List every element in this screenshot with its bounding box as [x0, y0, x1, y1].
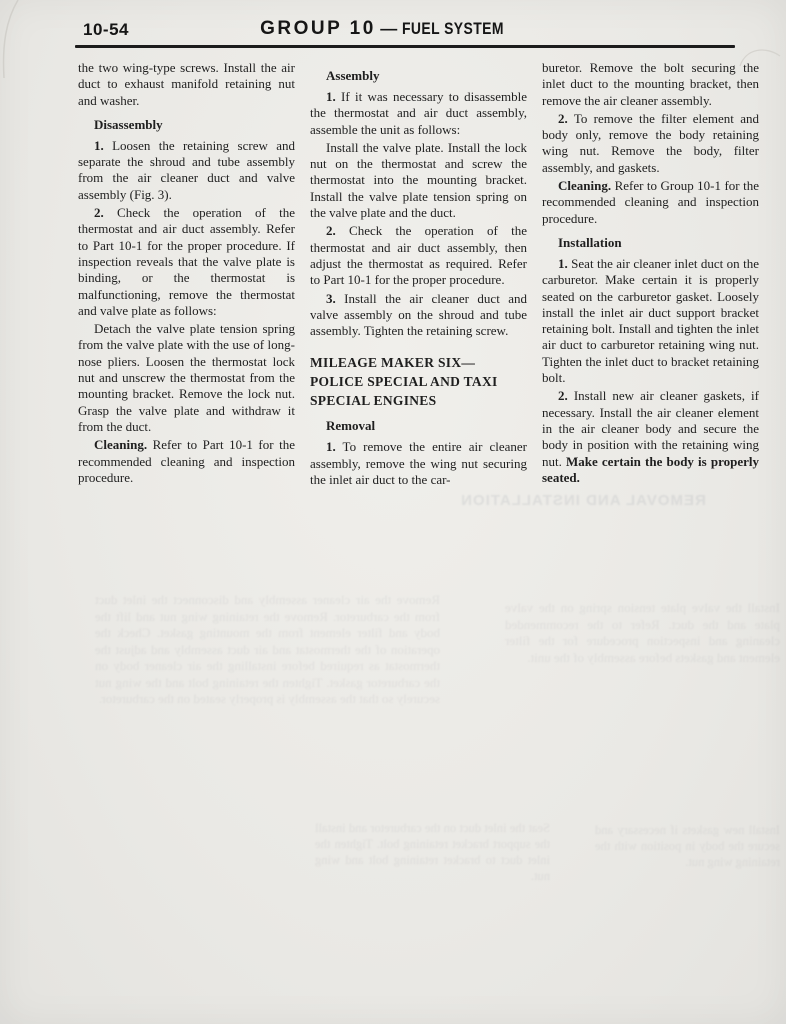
column-heading: Assembly: [326, 68, 380, 83]
column-left: [78, 60, 295, 490]
page-header: [0, 18, 786, 44]
paragraph: [310, 439, 527, 488]
paragraph: [310, 89, 527, 138]
text-run: Install new air cleaner gaskets, if necessary. Install the air cleaner element in the air cleaner body and secure the body in position with the retaining wing nut.: [542, 388, 759, 469]
bold-text-run: 2.: [326, 223, 336, 239]
page-title: [0, 18, 786, 40]
bold-text-run: 1.: [326, 439, 336, 455]
bold-text-run: Cleaning.: [94, 437, 148, 453]
bold-text-run: 2.: [558, 388, 568, 404]
text-run: the two wing-type screws. Install the air duct to exhaust manifold retaining nut and washer.: [78, 60, 295, 108]
text-run: Seat the air cleaner inlet duct on the carburetor. Make certain it is properly seated on the carburetor gasket. Loosely install the inlet air duct support bracket retaining bolt. Install and tighten the inlet air duct to carburetor retaining wing nut. Tighten the inlet duct to bracket retaining bolt.: [542, 255, 759, 386]
bold-text-run: 1.: [94, 137, 104, 153]
text-run: Check the operation of the thermostat and air duct assembly, then adjust the thermostat as required. Refer to Part 10-1 for the proper procedure.: [310, 223, 527, 288]
text-run: Install the valve plate. Install the lock nut on the thermostat and screw the thermostat into the mounting bracket. Install the valve plate tension spring on the valve plate and the duct.: [310, 139, 527, 221]
paragraph: [542, 60, 759, 109]
paragraph: [78, 138, 295, 203]
ghost-bleedthrough-block: Install the valve plate tension spring on the valve plate and the duct. Refer to the recommended cleaning and inspection procedure for the filter element and gaskets before assembly of the unit.: [505, 600, 780, 665]
page-number: 10-54: [83, 20, 129, 39]
paragraph: [542, 256, 759, 386]
paragraph: [542, 388, 759, 486]
paragraph: [78, 60, 295, 109]
text-run: Check the operation of the thermostat and air duct assembly. Refer to Part 10-1 for the proper procedure. If inspection reveals that the valve plate is binding, or the thermostat is malfunctioning, remove the thermostat and valve plate as follows:: [78, 205, 295, 318]
group-title: GROUP 10: [260, 18, 376, 39]
bold-text-run: 2.: [558, 110, 568, 126]
text-run: Refer to Group 10-1 for the recommended cleaning and inspection procedure.: [542, 178, 759, 226]
ghost-bleedthrough-block: Remove the air cleaner assembly and disconnect the inlet duct from the carburetor. Remove the retaining wing nut and lift the body and filter element from the mounting gasket. Check the operation of the thermostat and air duct assembly and adjust the thermostat as required before installing the air cleaner body on the carburetor gasket. Tighten the retaining bolt and the wing nut securely so that the assembly is properly seated on the carburetor.: [95, 592, 440, 706]
paragraph: [78, 437, 295, 486]
paragraph: [310, 223, 527, 288]
text-run: Install the air cleaner duct and valve assembly on the shroud and tube assembly. Tighten the retaining screw.: [310, 290, 527, 339]
paragraph: [310, 291, 527, 340]
paragraph: [78, 321, 295, 435]
column-heading: Disassembly: [94, 116, 163, 132]
column-heading: Installation: [558, 234, 622, 250]
paragraph: [78, 205, 295, 319]
section-title: FUEL SYSTEM: [401, 19, 504, 38]
ghost-bleedthrough-block: Seat the inlet duct on the carburetor and install the support bracket retaining bolt. Tighten the inlet duct to bracket retaining bolt and wing nut.: [315, 821, 550, 883]
bold-text-run: Cleaning.: [558, 178, 612, 194]
text-run: To remove the filter element and body only, remove the body retaining wing nut. Remove the body, filter assembly, and gaskets.: [542, 110, 759, 175]
text-run: Refer to Part 10-1 for the recommended cleaning and inspection procedure.: [78, 437, 295, 485]
bold-text-run: 1.: [326, 89, 336, 104]
paragraph: [542, 111, 759, 176]
text-run: If it was necessary to disassemble the thermostat and air duct assembly, assemble the unit as follows:: [310, 89, 527, 137]
bold-text-run: Make certain the body is properly seated.: [542, 453, 759, 485]
column-heading: Removal: [326, 418, 376, 434]
paragraph: [310, 140, 527, 221]
text-run: To remove the entire air cleaner assembly, remove the wing nut securing the inlet air duct to the car-: [310, 439, 527, 488]
bold-text-run: 2.: [94, 205, 104, 221]
ghost-bleedthrough-block: Install new gaskets if necessary and secure the body in position with the retaining wing nut.: [595, 823, 780, 869]
header-rule: [75, 45, 735, 48]
text-run: buretor. Remove the bolt securing the inlet duct to the mounting bracket, then remove the air cleaner assembly.: [542, 60, 759, 108]
paragraph: [542, 178, 759, 227]
ghost-bleedthrough-heading: REMOVAL AND INSTALLATION: [460, 492, 706, 509]
title-dash: —: [380, 19, 398, 38]
column-right: [542, 60, 759, 490]
text-columns: [78, 60, 759, 490]
text-run: Loosen the retaining screw and separate the shroud and tube assembly from the air cleaner duct and valve assembly (Fig. 3).: [78, 137, 295, 202]
text-run: Detach the valve plate tension spring from the valve plate with the use of long-nose pliers. Loosen the thermostat lock nut and unscrew the thermostat from the mounting bracket. Remove the lock nut. Grasp the valve plate and withdraw it from the duct.: [78, 321, 295, 434]
bold-text-run: 1.: [558, 255, 568, 271]
section-heading: MILEAGE MAKER SIX— POLICE SPECIAL AND TAXI SPECIAL ENGINES: [310, 355, 498, 409]
column-center: [310, 60, 527, 490]
bold-text-run: 3.: [326, 290, 336, 306]
